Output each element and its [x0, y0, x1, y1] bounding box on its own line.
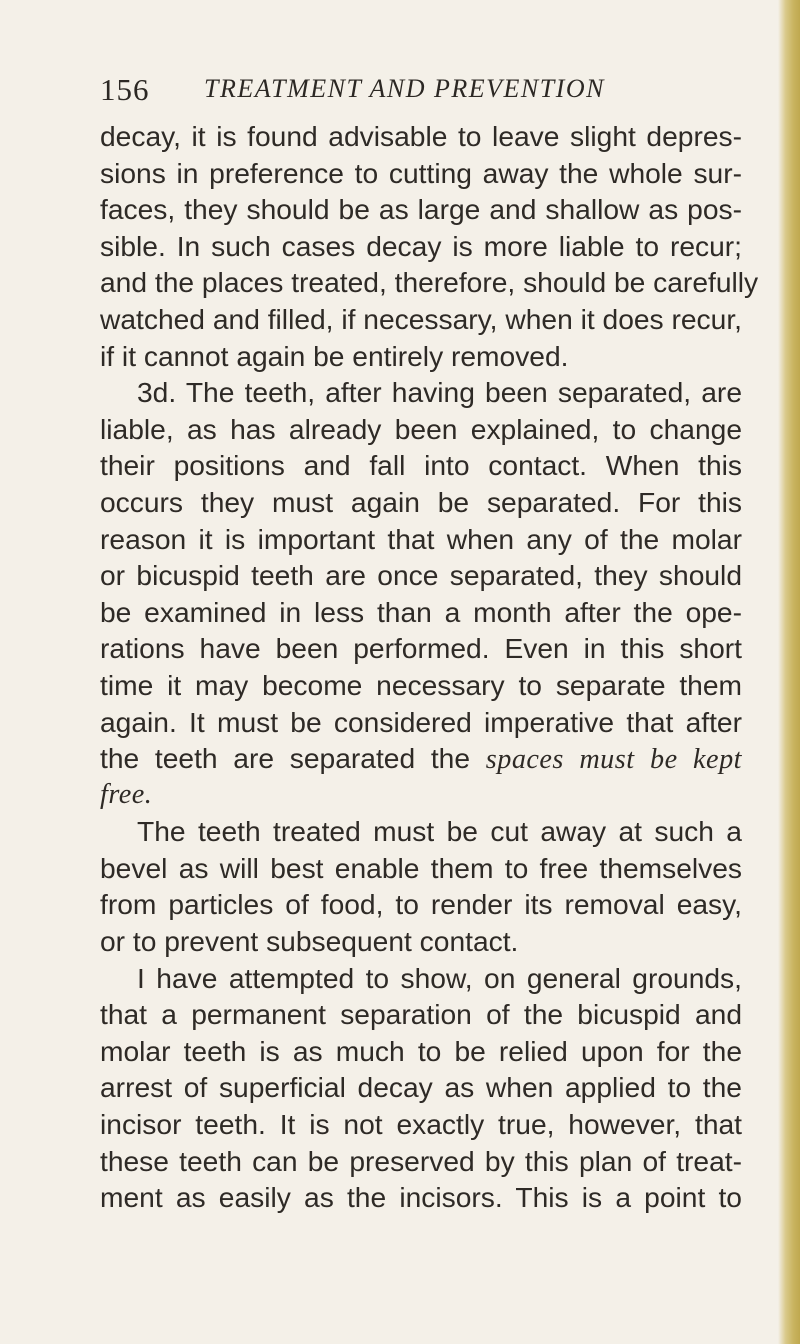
text-line: 3d. The teeth, after having been separated, are — [137, 376, 742, 409]
body-text — [100, 118, 759, 1216]
emphasis-text: free. — [100, 778, 153, 810]
text-line: again. It must be considered imperative that after — [100, 705, 742, 738]
text-line: time it may become necessary to separate them — [100, 668, 742, 701]
text-line: liable, as has already been explained, to change — [100, 412, 742, 445]
text-line: these teeth can be preserved by this plan of treat- — [100, 1144, 742, 1177]
text-line: be examined in less than a month after the ope- — [100, 595, 742, 628]
text-line: reason it is important that when any of the molar — [100, 522, 742, 555]
text-line: or bicuspid teeth are once separated, they should — [100, 559, 742, 592]
page-number: 156 — [100, 72, 150, 107]
emphasis-text: spaces must be kept — [485, 744, 742, 776]
text-line: from particles of food, to render its removal easy, — [100, 888, 742, 921]
page-edge — [778, 0, 800, 1344]
text-line: that a permanent separation of the bicuspid and — [100, 998, 742, 1031]
text-line: if it cannot again be entirely removed. — [100, 339, 569, 372]
text-line: occurs they must again be separated. For this — [100, 485, 742, 518]
text-line: decay, it is found advisable to leave slight depres- — [100, 120, 742, 152]
text-line: molar teeth is as much to be relied upon for the — [100, 1034, 742, 1067]
text-line: incisor teeth. It is not exactly true, however, that — [100, 1108, 742, 1141]
text-line: bevel as will best enable them to free themselves — [100, 851, 742, 884]
text-line: The teeth treated must be cut away at such a — [137, 815, 742, 848]
running-header — [100, 72, 740, 112]
text-line-mixed — [100, 740, 742, 777]
text-line: I have attempted to show, on general grounds, — [137, 961, 742, 994]
text-line: sions in preference to cutting away the whole sur- — [100, 156, 742, 189]
text-line: sible. In such cases decay is more liable to recur; — [100, 229, 742, 262]
text-line: rations have been performed. Even in this short — [100, 632, 742, 665]
text-line: or to prevent subsequent contact. — [100, 925, 519, 958]
text-line: and the places treated, therefore, should be carefully — [100, 266, 759, 299]
text-line: arrest of superficial decay as when applied to the — [100, 1071, 742, 1104]
text-segment: the teeth are separated the — [100, 742, 471, 775]
text-line: watched and filled, if necessary, when it does recur, — [100, 302, 742, 335]
text-line: ment as easily as the incisors. This is a point to — [100, 1181, 742, 1214]
running-title: TREATMENT AND PREVENTION — [204, 74, 605, 103]
text-line: their positions and fall into contact. When this — [100, 449, 742, 482]
text-line: faces, they should be as large and shallow as pos- — [100, 193, 742, 226]
